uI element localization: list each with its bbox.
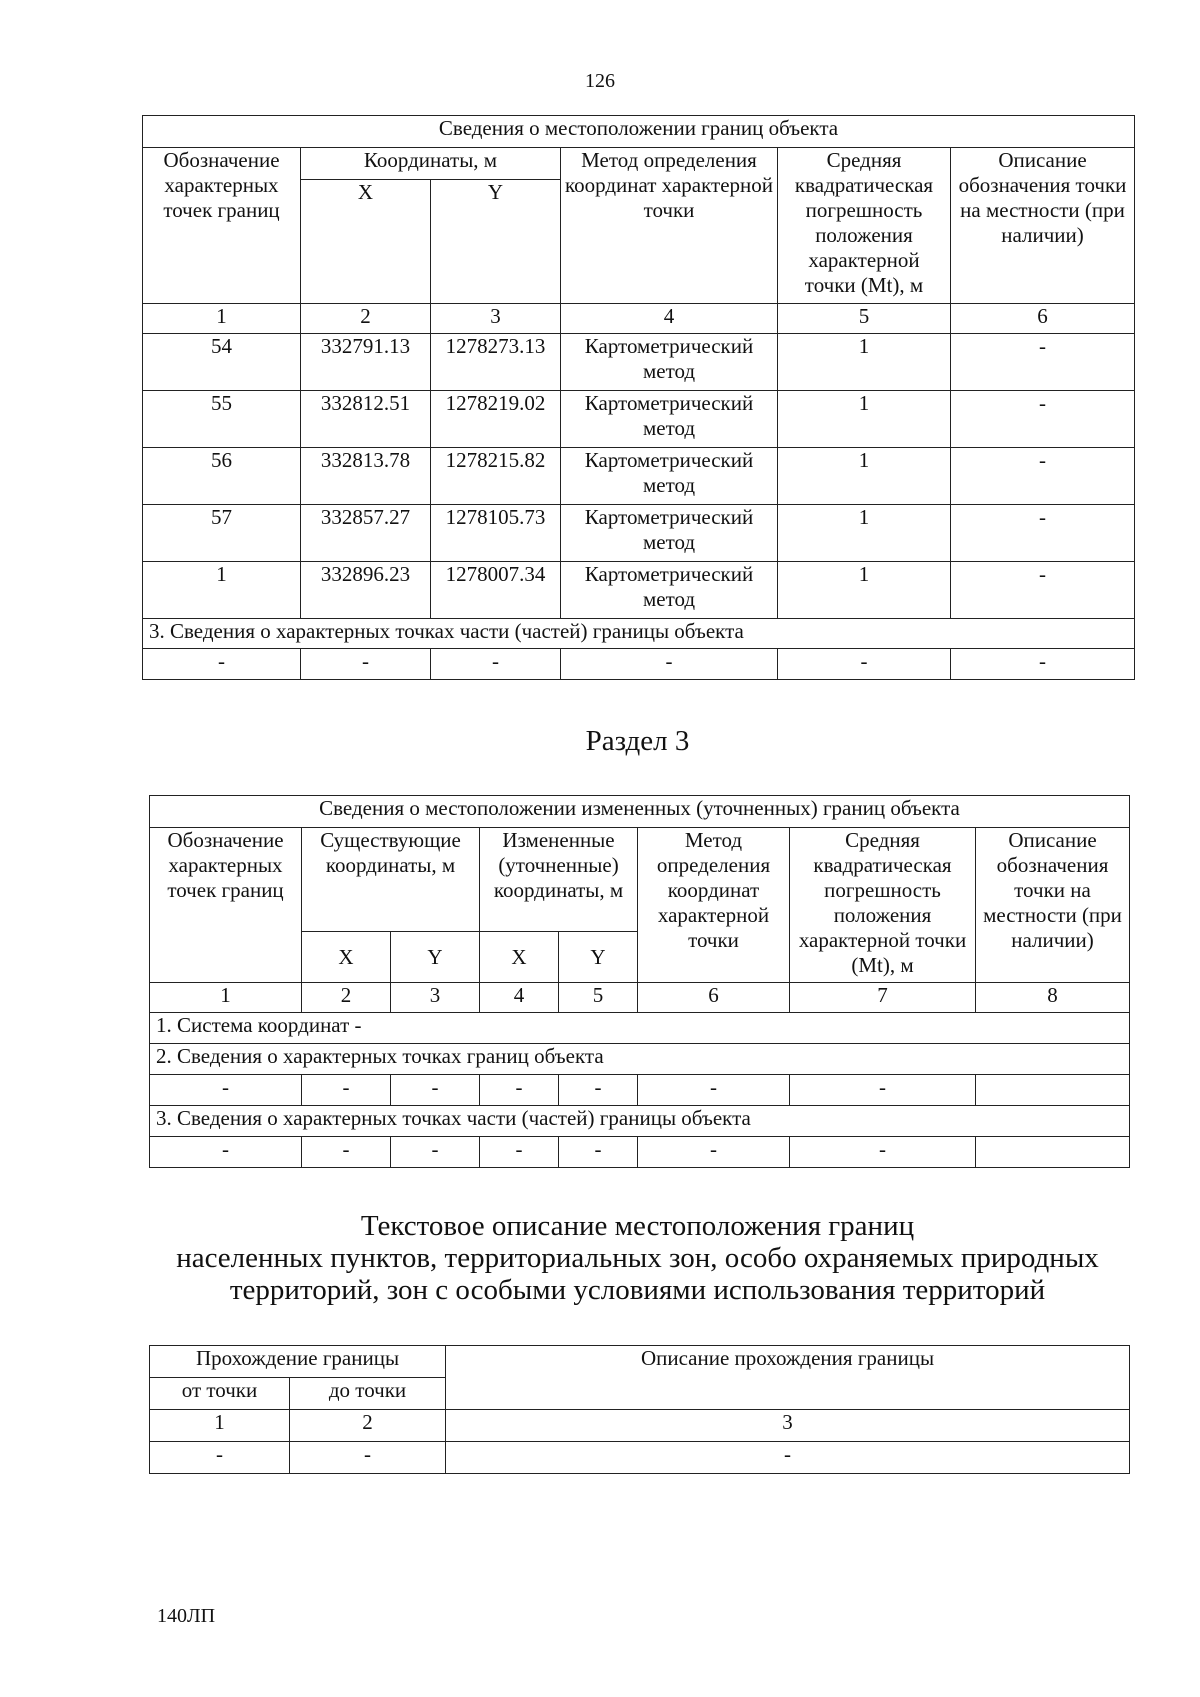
table-row — [150, 1137, 1130, 1168]
header-description: Описание обозначения точки на местности (при наличии) — [951, 148, 1135, 304]
point-id: 54 — [143, 334, 301, 391]
header-changed-coordinates: Измененные (уточненные) координаты, м — [480, 828, 638, 932]
header-passage-description: Описание прохождения границы — [446, 1346, 1130, 1410]
text-description-title — [0, 1210, 1200, 1306]
empty-cell: - — [391, 1075, 480, 1106]
header-from-point: от точки — [150, 1378, 290, 1410]
point-id: 1 — [143, 562, 301, 619]
header-y-existing: Y — [391, 932, 480, 983]
method: Картометрический метод — [561, 562, 778, 619]
error: 1 — [778, 448, 951, 505]
empty-cell: - — [446, 1442, 1130, 1474]
col-number: 6 — [951, 304, 1135, 334]
empty-cell: - — [302, 1137, 391, 1168]
footer-code: 140ЛП — [157, 1605, 216, 1627]
table-row — [143, 562, 1135, 619]
empty-cell: - — [480, 1137, 559, 1168]
header-designation: Обозначение характерных точек границ — [143, 148, 301, 304]
col-number: 6 — [638, 983, 790, 1013]
coord-x: 332857.27 — [301, 505, 431, 562]
header-x-changed: X — [480, 932, 559, 983]
coord-y: 1278215.82 — [431, 448, 561, 505]
changed-boundaries-table — [149, 795, 1130, 1168]
empty-cell: - — [480, 1075, 559, 1106]
empty-cell: - — [778, 649, 951, 680]
description: - — [951, 391, 1135, 448]
coord-y: 1278007.34 — [431, 562, 561, 619]
col-number: 8 — [976, 983, 1130, 1013]
description: - — [951, 334, 1135, 391]
header-x: X — [301, 180, 431, 304]
method: Картометрический метод — [561, 334, 778, 391]
description: - — [951, 562, 1135, 619]
col-number: 3 — [446, 1410, 1130, 1442]
point-id: 56 — [143, 448, 301, 505]
header-passage: Прохождение границы — [150, 1346, 446, 1378]
empty-cell: - — [790, 1137, 976, 1168]
text-title-line: территорий, зон с особыми условиями использования территорий — [229, 1274, 1046, 1306]
coord-y: 1278273.13 — [431, 334, 561, 391]
empty-cell: - — [559, 1137, 638, 1168]
empty-cell: - — [290, 1442, 446, 1474]
empty-cell: - — [638, 1137, 790, 1168]
empty-cell: - — [431, 649, 561, 680]
table-row — [143, 334, 1135, 391]
col-number: 2 — [290, 1410, 446, 1442]
col-number: 5 — [778, 304, 951, 334]
empty-cell: - — [301, 649, 431, 680]
col-number: 3 — [391, 983, 480, 1013]
header-error: Средняя квадратическая погрешность положения характерной точки (Mt), м — [778, 148, 951, 304]
boundary-coordinates-table — [142, 115, 1135, 680]
header-description: Описание обозначения точки на местности (при наличии) — [976, 828, 1130, 983]
empty-cell: - — [150, 1137, 302, 1168]
col-number: 1 — [143, 304, 301, 334]
coord-y: 1278105.73 — [431, 505, 561, 562]
header-x-existing: X — [302, 932, 391, 983]
error: 1 — [778, 562, 951, 619]
empty-cell: - — [150, 1075, 302, 1106]
description: - — [951, 505, 1135, 562]
empty-cell: - — [561, 649, 778, 680]
error: 1 — [778, 391, 951, 448]
table1-title: Сведения о местоположении границ объекта — [143, 116, 1135, 148]
header-method: Метод определения координат характерной точки — [561, 148, 778, 304]
header-coordinates: Координаты, м — [301, 148, 561, 180]
header-y-changed: Y — [559, 932, 638, 983]
empty-cell: - — [391, 1137, 480, 1168]
boundary-passage-table — [149, 1345, 1130, 1474]
text-title-line: населенных пунктов, территориальных зон, особо охраняемых природных — [176, 1242, 1099, 1274]
error: 1 — [778, 505, 951, 562]
page-number: 126 — [585, 70, 615, 92]
col-number: 2 — [301, 304, 431, 334]
table-row — [143, 505, 1135, 562]
method: Картометрический метод — [561, 505, 778, 562]
empty-cell: - — [790, 1075, 976, 1106]
method: Картометрический метод — [561, 448, 778, 505]
coord-x: 332812.51 — [301, 391, 431, 448]
header-y: Y — [431, 180, 561, 304]
col-number: 3 — [431, 304, 561, 334]
coord-x: 332896.23 — [301, 562, 431, 619]
empty-cell — [976, 1137, 1130, 1168]
section-heading: Раздел 3 — [585, 725, 690, 757]
empty-cell: - — [143, 649, 301, 680]
description: - — [951, 448, 1135, 505]
point-id: 57 — [143, 505, 301, 562]
section2-label: 2. Сведения о характерных точках границ объекта — [150, 1044, 1130, 1075]
method: Картометрический метод — [561, 391, 778, 448]
section3-label: 3. Сведения о характерных точках части (частей) границы объекта — [143, 619, 1135, 649]
empty-cell: - — [951, 649, 1135, 680]
error: 1 — [778, 334, 951, 391]
point-id: 55 — [143, 391, 301, 448]
coord-x: 332791.13 — [301, 334, 431, 391]
col-number: 4 — [480, 983, 559, 1013]
table2-title: Сведения о местоположении измененных (уточненных) границ объекта — [150, 796, 1130, 828]
table-row — [150, 1075, 1130, 1106]
col-number: 4 — [561, 304, 778, 334]
header-existing-coordinates: Существующие координаты, м — [302, 828, 480, 932]
empty-cell: - — [559, 1075, 638, 1106]
table-row — [150, 1442, 1130, 1474]
table-row — [143, 649, 1135, 680]
empty-cell: - — [638, 1075, 790, 1106]
empty-cell: - — [150, 1442, 290, 1474]
section3-label: 3. Сведения о характерных точках части (частей) границы объекта — [150, 1106, 1130, 1137]
table-row — [143, 448, 1135, 505]
header-error: Средняя квадратическая погрешность положения характерной точки (Mt), м — [790, 828, 976, 983]
col-number: 1 — [150, 1410, 290, 1442]
coord-y: 1278219.02 — [431, 391, 561, 448]
col-number: 2 — [302, 983, 391, 1013]
header-method: Метод определения координат характерной точки — [638, 828, 790, 983]
empty-cell: - — [302, 1075, 391, 1106]
col-number: 5 — [559, 983, 638, 1013]
empty-cell — [976, 1075, 1130, 1106]
col-number: 7 — [790, 983, 976, 1013]
text-title-line: Текстовое описание местоположения границ — [360, 1210, 915, 1242]
table-row — [143, 391, 1135, 448]
header-to-point: до точки — [290, 1378, 446, 1410]
coord-x: 332813.78 — [301, 448, 431, 505]
coordinate-system: 1. Система координат - — [150, 1013, 1130, 1044]
header-designation: Обозначение характерных точек границ — [150, 828, 302, 983]
col-number: 1 — [150, 983, 302, 1013]
